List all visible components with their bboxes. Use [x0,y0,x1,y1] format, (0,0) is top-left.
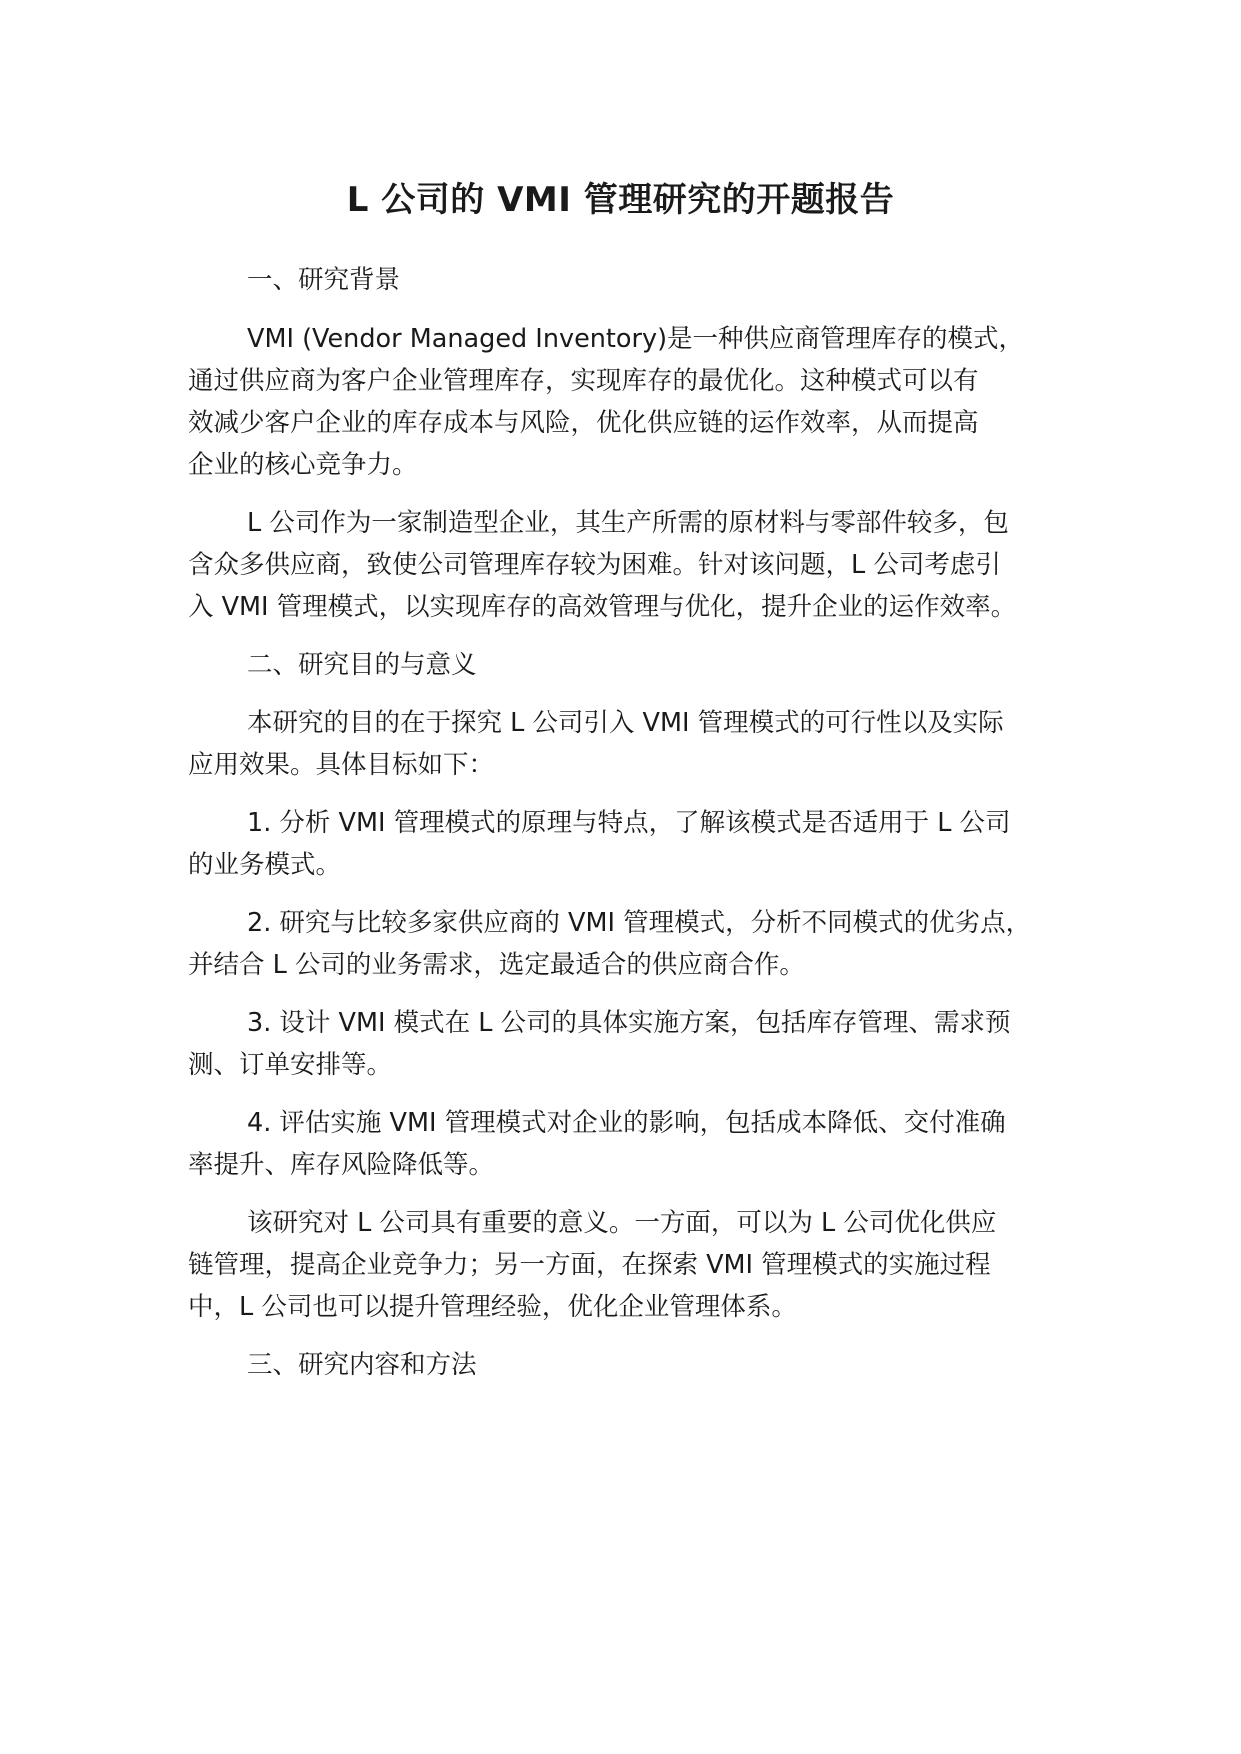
paragraph-line: 并结合 L 公司的业务需求，选定最适合的供应商合作。 [188,950,805,980]
paragraph-line: VMI (Vendor Managed Inventory)是一种供应商管理库存的模式， [247,324,1025,354]
paragraph-line: L 公司作为一家制造型企业，其生产所需的原材料与零部件较多，包 [247,508,1009,538]
paragraph-line: 该研究对 L 公司具有重要的意义。一方面，可以为 L 公司优化供应 [247,1208,997,1238]
paragraph-line: 测、订单安排等。 [188,1050,393,1080]
paragraph-line: 链管理，提高企业竞争力；另一方面，在探索 VMI 管理模式的实施过程 [188,1250,991,1280]
paragraph-line: 3. 设计 VMI 模式在 L 公司的具体实施方案，包括库存管理、需求预 [247,1008,1011,1038]
paragraph-line: 应用效果。具体目标如下： [188,750,495,780]
paragraph-line: 1. 分析 VMI 管理模式的原理与特点，了解该模式是否适用于 L 公司 [247,808,1011,838]
paragraph-line: 中，L 公司也可以提升管理经验，优化企业管理体系。 [188,1292,797,1322]
paragraph-line: 入 VMI 管理模式，以实现库存的高效管理与优化，提升企业的运作效率。 [188,592,1017,622]
paragraph-line: 含众多供应商，致使公司管理库存较为困难。针对该问题，L 公司考虑引 [188,550,1001,580]
section-heading-purpose: 二、研究目的与意义 [247,650,477,680]
paragraph-line: 效减少客户企业的库存成本与风险，优化供应链的运作效率，从而提高 [188,408,979,438]
document-title: L 公司的 VMI 管理研究的开题报告 [346,180,895,220]
paragraph-line: 4. 评估实施 VMI 管理模式对企业的影响，包括成本降低、交付准确 [247,1108,1006,1138]
paragraph-line: 2. 研究与比较多家供应商的 VMI 管理模式，分析不同模式的优劣点， [247,908,1032,938]
paragraph-line: 通过供应商为客户企业管理库存，实现库存的最优化。这种模式可以有 [188,366,979,396]
paragraph-line: 率提升、库存风险降低等。 [188,1150,495,1180]
paragraph-line: 企业的核心竞争力。 [188,450,418,480]
section-heading-background: 一、研究背景 [247,265,401,295]
paragraph-line: 本研究的目的在于探究 L 公司引入 VMI 管理模式的可行性以及实际 [247,708,1004,738]
paragraph-line: 的业务模式。 [188,850,342,880]
section-heading-content-methods: 三、研究内容和方法 [247,1350,477,1380]
